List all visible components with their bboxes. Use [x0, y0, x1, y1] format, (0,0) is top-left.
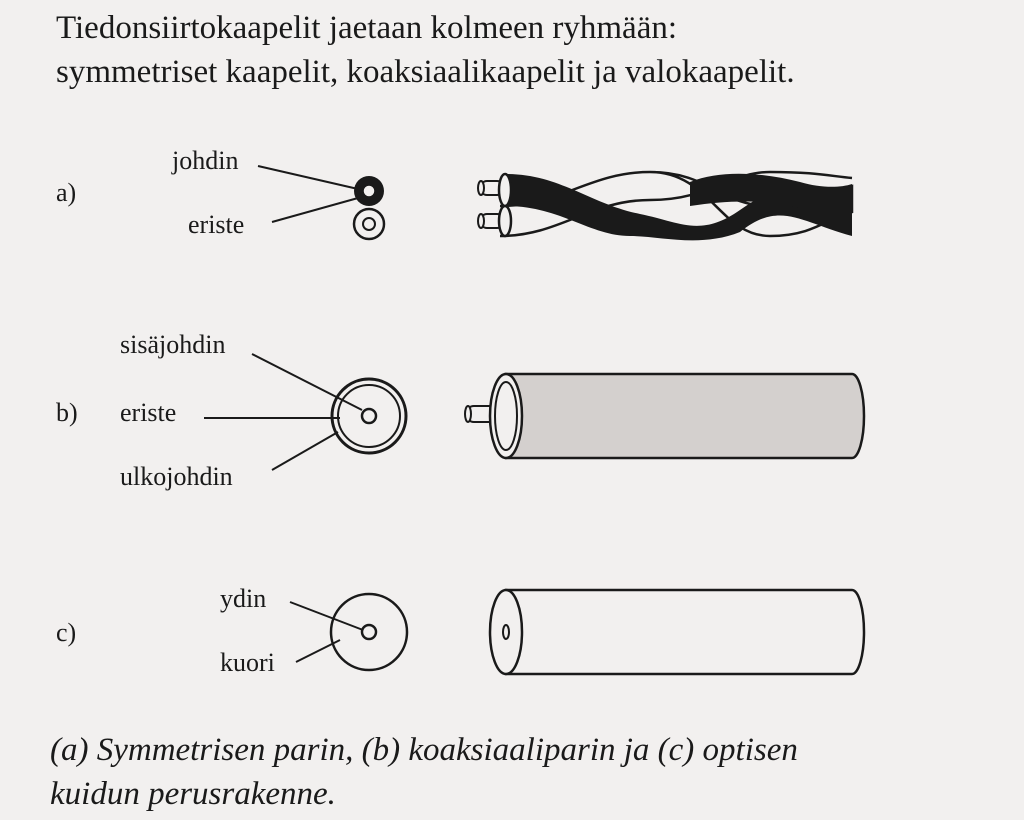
intro-line-2: symmetriset kaapelit, koaksiaalikaapelit ja valokaapelit.: [56, 54, 795, 90]
fibre-core: [362, 625, 376, 639]
coax-inner-conductor: [362, 409, 376, 423]
coax-insulator-ring: [338, 385, 400, 447]
insulated-conductor-circle: [354, 209, 384, 239]
label-eriste-a: eriste: [188, 210, 245, 239]
panel-b-marker: b): [56, 398, 78, 427]
pair-conductor-top-end: [478, 181, 484, 195]
fibre-cladding: [331, 594, 407, 670]
fibre-body: [506, 590, 864, 674]
label-eriste-b: eriste: [120, 398, 177, 427]
leader-lines-c: [290, 602, 363, 662]
figure-caption: [50, 728, 798, 816]
conductor-dark-core: [363, 185, 375, 197]
leader-sisajohdin: [252, 354, 362, 410]
coax-body: [506, 374, 864, 458]
pair-conductor-bottom-end: [478, 214, 484, 228]
label-johdin: johdin: [172, 146, 239, 175]
insulated-conductor-core: [363, 218, 375, 230]
leader-ulkojohdin: [272, 432, 338, 470]
label-kuori: kuori: [220, 648, 275, 677]
leader-ydin: [290, 602, 363, 630]
intro-line-1: Tiedonsiirtokaapelit jaetaan kolmeen ryhmään:: [56, 10, 678, 46]
coax-core-end: [465, 406, 471, 422]
fibre-cross-section: [331, 594, 407, 670]
panel-c-marker: c): [56, 618, 77, 647]
leader-kuori: [296, 640, 340, 662]
coax-outer-conductor: [332, 379, 406, 453]
caption-line-2: kuidun perusrakenne.: [50, 776, 336, 812]
white-strand-end: [499, 206, 511, 236]
coax-cross-section: [332, 379, 406, 453]
fibre-end-face: [490, 590, 522, 674]
caption-line-1: (a) Symmetrisen parin, (b) koaksiaaliparin ja (c) optisen: [50, 732, 798, 768]
twisted-pair-cable: [478, 172, 852, 240]
twisted-pair-cross-section: [354, 176, 384, 239]
coax-cable: [465, 374, 864, 458]
panel-a-marker: a): [56, 178, 77, 207]
fibre-cable: [490, 590, 864, 674]
label-ulkojohdin: ulkojohdin: [120, 462, 233, 491]
label-sisajohdin: sisäjohdin: [120, 330, 226, 359]
black-strand-end: [499, 174, 511, 206]
leader-eriste-a: [272, 198, 358, 222]
leader-johdin: [258, 166, 358, 189]
leader-lines-a: [258, 166, 358, 222]
label-ydin: ydin: [220, 584, 267, 613]
